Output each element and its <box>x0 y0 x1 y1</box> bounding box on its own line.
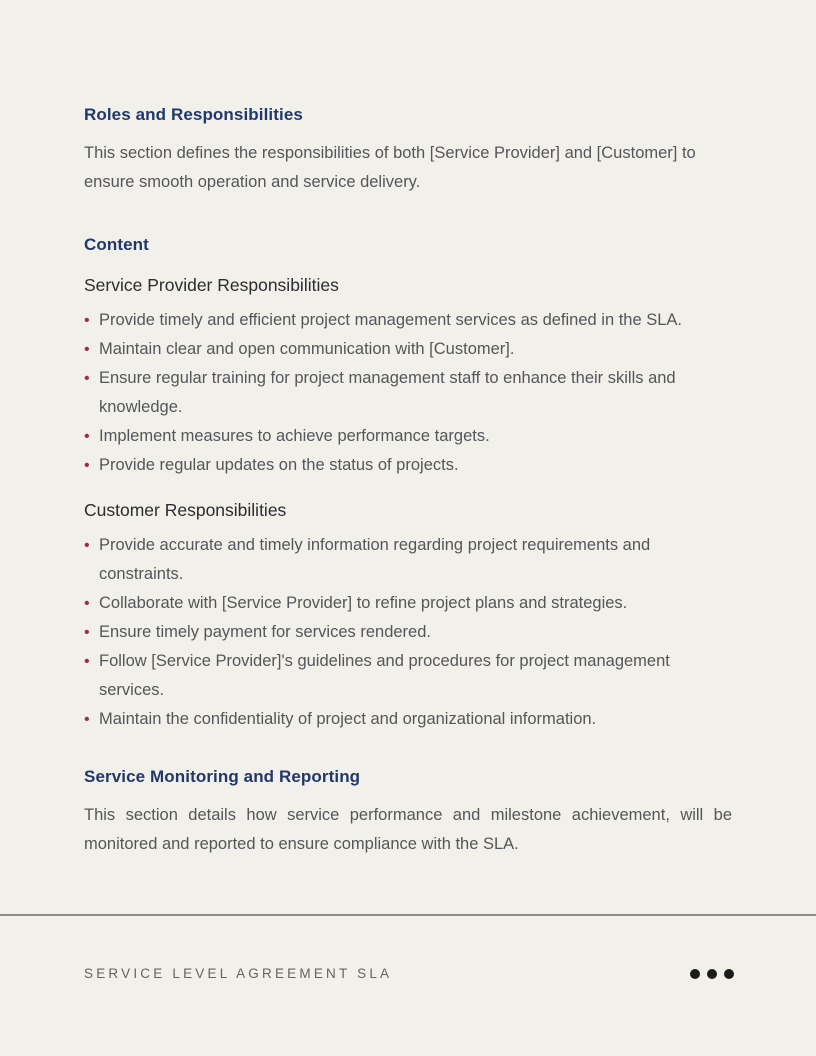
list-item: • Provide accurate and timely information regarding project requirements and constraints. <box>84 531 732 589</box>
customer-responsibilities-list <box>84 531 732 734</box>
list-item: • Ensure regular training for project management staff to enhance their skills and knowledge. <box>84 364 732 422</box>
list-item: • Follow [Service Provider]'s guidelines and procedures for project management services. <box>84 647 732 705</box>
subheading-service-provider-responsibilities: Service Provider Responsibilities <box>84 275 339 295</box>
footer-divider <box>0 914 816 916</box>
footer-document-title: SERVICE LEVEL AGREEMENT SLA <box>84 966 393 981</box>
page-footer <box>84 966 734 981</box>
list-item: • Implement measures to achieve performance targets. <box>84 422 732 451</box>
subheading-customer-responsibilities: Customer Responsibilities <box>84 500 287 520</box>
ellipsis-icon <box>690 969 734 979</box>
provider-responsibilities-list <box>84 306 732 480</box>
list-item: • Maintain the confidentiality of project and organizational information. <box>84 705 732 734</box>
section-title-roles-and-responsibilities: Roles and Responsibilities <box>84 105 303 124</box>
ellipsis-dot <box>707 969 717 979</box>
ellipsis-dot <box>724 969 734 979</box>
monitoring-paragraph: This section details how service performance and milestone achievement, will be monitored and reported to ensure compliance with the SLA. <box>84 806 732 853</box>
list-item: • Provide regular updates on the status of projects. <box>84 451 732 480</box>
list-item: • Collaborate with [Service Provider] to refine project plans and strategies. <box>84 589 732 618</box>
section-title-service-monitoring-and-reporting: Service Monitoring and Reporting <box>84 767 361 786</box>
list-item: • Maintain clear and open communication with [Customer]. <box>84 335 732 364</box>
roles-intro-paragraph: This section defines the responsibilities of both [Service Provider] and [Customer] to ensure smooth operation and service delivery. <box>84 144 696 191</box>
list-item: • Provide timely and efficient project management services as defined in the SLA. <box>84 306 732 335</box>
section-title-content: Content <box>84 235 149 254</box>
ellipsis-dot <box>690 969 700 979</box>
list-item: • Ensure timely payment for services rendered. <box>84 618 732 647</box>
